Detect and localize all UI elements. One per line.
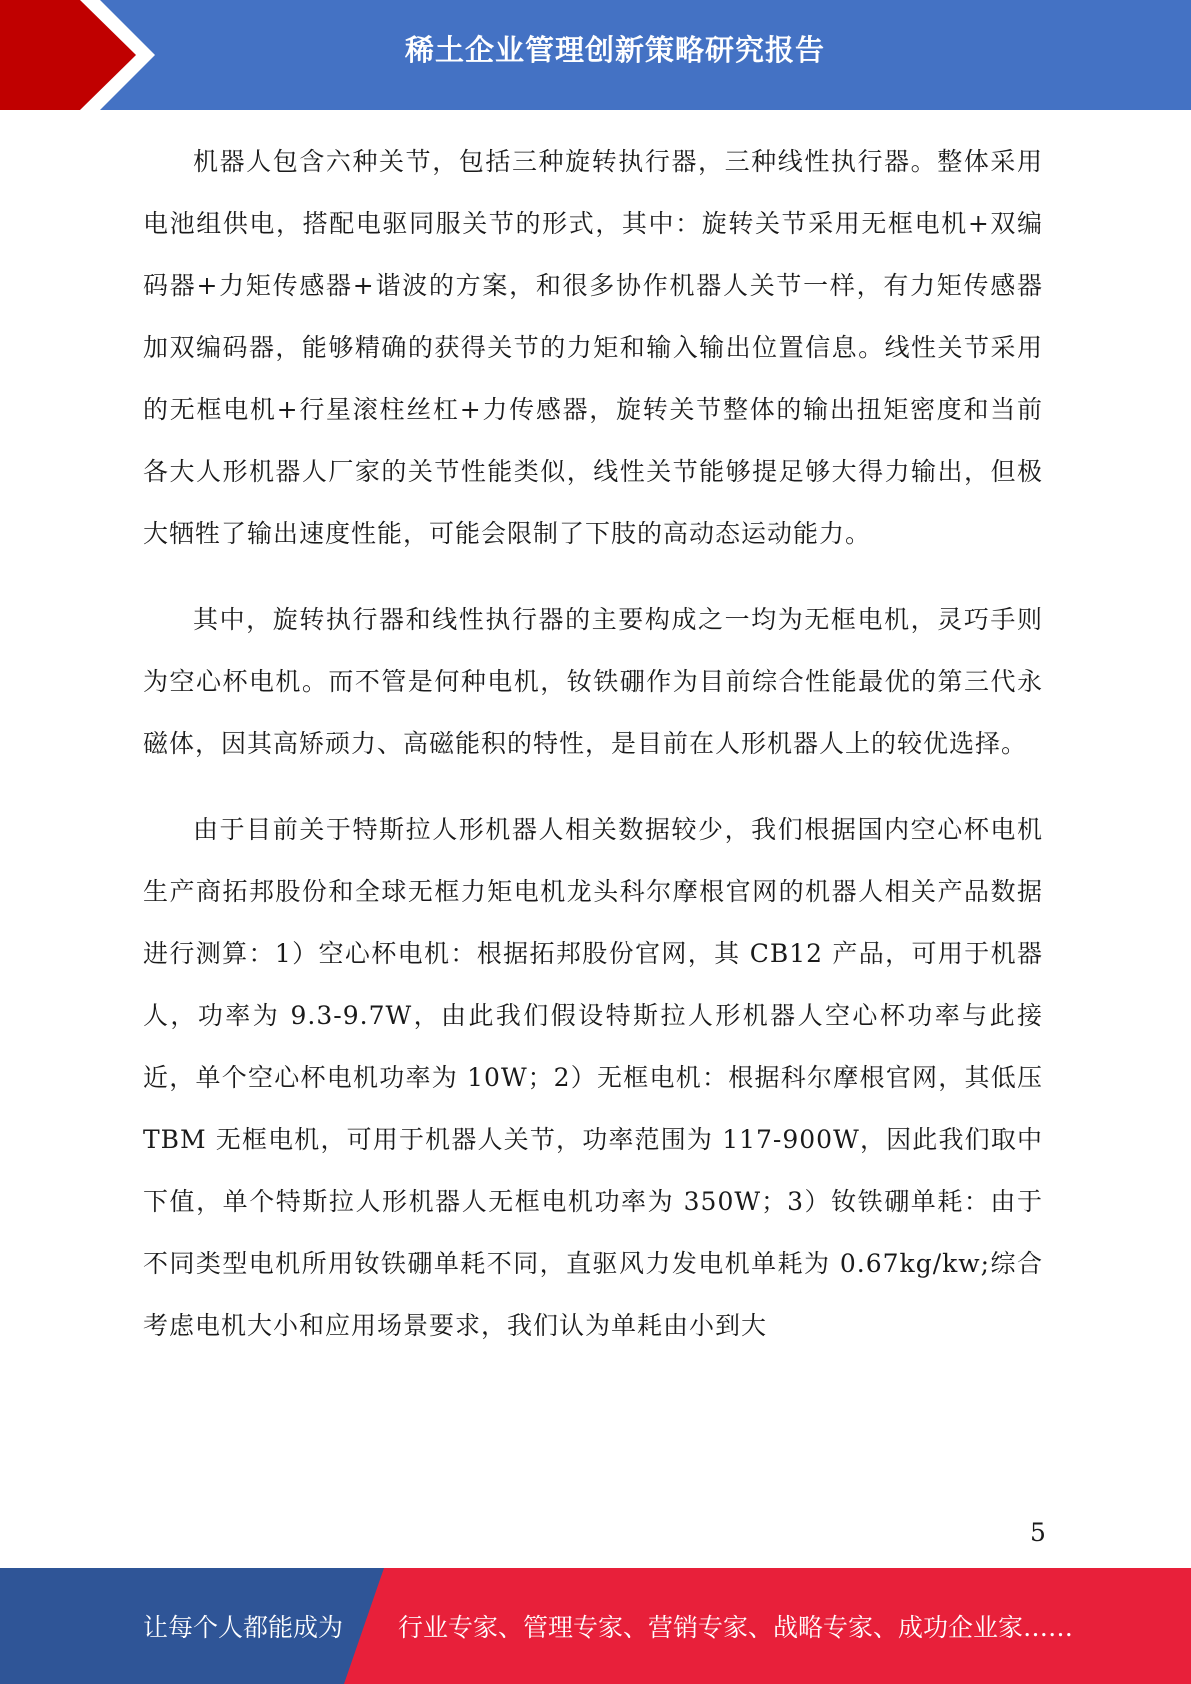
- paragraph-1: 机器人包含六种关节，包括三种旋转执行器，三种线性执行器。整体采用电池组供电，搭配电驱同服关节的形式，其中：旋转关节采用无框电机+双编码器+力矩传感器+谐波的方案，和很多协作机器人关节一样，有力矩传感器加双编码器，能够精确的获得关节的力矩和输入输出位置信息。线性关节采用的无框电机+行星滚柱丝杠+力传感器，旋转关节整体的输出扭矩密度和当前各大人形机器人厂家的关节性能类似，线性关节能够提足够大得力输出，但极大牺牲了输出速度性能，可能会限制了下肢的高动态运动能力。: [143, 147, 1043, 548]
- footer-slogan-left: 让每个人都能成为: [143, 1613, 344, 1642]
- page-header: [0, 0, 1191, 110]
- paragraph-3: 由于目前关于特斯拉人形机器人相关数据较少，我们根据国内空心杯电机生产商拓邦股份和全球无框力矩电机龙头科尔摩根官网的机器人相关产品数据进行测算：1）空心杯电机：根据拓邦股份官网，其 CB12 产品，可用于机器人，功率为 9.3-9.7W，由此我们假设特斯拉人形机器人空心杯功率与此接近，单个空心杯电机功率为 10W；2）无框电机：根据科尔摩根官网，其低压 TBM 无框电机，可用于机器人关节，功率范围为 117-900W，因此我们取中下值，单个特斯拉人形机器人无框电机功率为 350W；3）钕铁硼单耗：由于不同类型电机所用钕铁硼单耗不同，直驱风力发电机单耗为 0.67kg/kw;综合考虑电机大小和应用场景要求，我们认为单耗由小到大: [143, 815, 1043, 1340]
- page-footer: [0, 1568, 1191, 1684]
- page-number: 5: [1030, 1518, 1046, 1547]
- report-title: 稀土企业管理创新策略研究报告: [404, 33, 825, 67]
- document-body: [143, 131, 1043, 1381]
- footer-slogan-right: 行业专家、管理专家、营销专家、战略专家、成功企业家……: [398, 1613, 1074, 1642]
- paragraph-2: 其中，旋转执行器和线性执行器的主要构成之一均为无框电机，灵巧手则为空心杯电机。而不管是何种电机，钕铁硼作为目前综合性能最优的第三代永磁体，因其高矫顽力、高磁能积的特性，是目前在人形机器人上的较优选择。: [143, 605, 1043, 758]
